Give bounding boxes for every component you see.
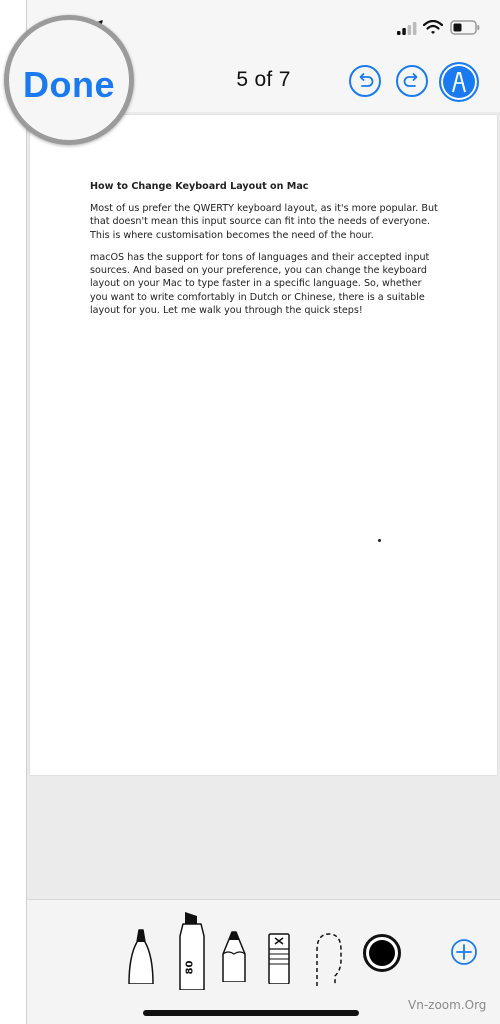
document-title: How to Change Keyboard Layout on Mac	[90, 181, 309, 192]
done-magnifier-callout	[4, 15, 134, 145]
eraser-tool-icon[interactable]	[267, 932, 291, 984]
document-paragraph: macOS has the support for tons of languages and their accepted input sources. And based on your preference, you can change the keyboard layout on your Mac to type faster in a specific language. So, whether you want to write comfortably in Dutch or Chinese, there is a suitable layout for you. Let me walk you through the quick steps!	[90, 251, 430, 317]
highlighter-label: 80	[184, 960, 196, 975]
markup-pen-icon	[448, 70, 470, 94]
document-content	[90, 180, 440, 326]
lasso-tool-icon[interactable]	[309, 930, 349, 986]
redo-icon	[403, 72, 421, 90]
screen	[27, 0, 500, 1024]
home-indicator[interactable]	[143, 1010, 359, 1016]
color-picker-button[interactable]	[363, 934, 401, 972]
battery-icon	[450, 20, 480, 35]
highlighter-tool-icon	[175, 910, 209, 990]
pen-tool-icon[interactable]	[127, 928, 155, 984]
undo-icon	[356, 72, 374, 90]
left-margin	[0, 0, 27, 1024]
add-icon[interactable]	[450, 938, 478, 966]
document-paragraph: Most of us prefer the QWERTY keyboard layout, as it's more popular. But that doesn't mean this input source can fit into the needs of everyone. This is where customisation becomes the need of the hour.	[90, 203, 438, 241]
done-button[interactable]: Done	[23, 64, 115, 105]
page-counter: 5 of 7	[236, 68, 291, 91]
markup-button[interactable]	[439, 62, 479, 102]
cellular-signal-icon	[397, 22, 417, 35]
highlighter-tool[interactable]	[175, 910, 209, 990]
document-page[interactable]	[30, 115, 497, 775]
wifi-icon	[423, 20, 443, 35]
selected-color-swatch	[369, 940, 395, 966]
watermark: Vn-zoom.Org	[408, 998, 487, 1012]
redo-button[interactable]	[396, 65, 428, 97]
ink-dot	[378, 539, 381, 542]
pencil-tool-icon[interactable]	[221, 930, 247, 982]
undo-button[interactable]	[349, 65, 381, 97]
